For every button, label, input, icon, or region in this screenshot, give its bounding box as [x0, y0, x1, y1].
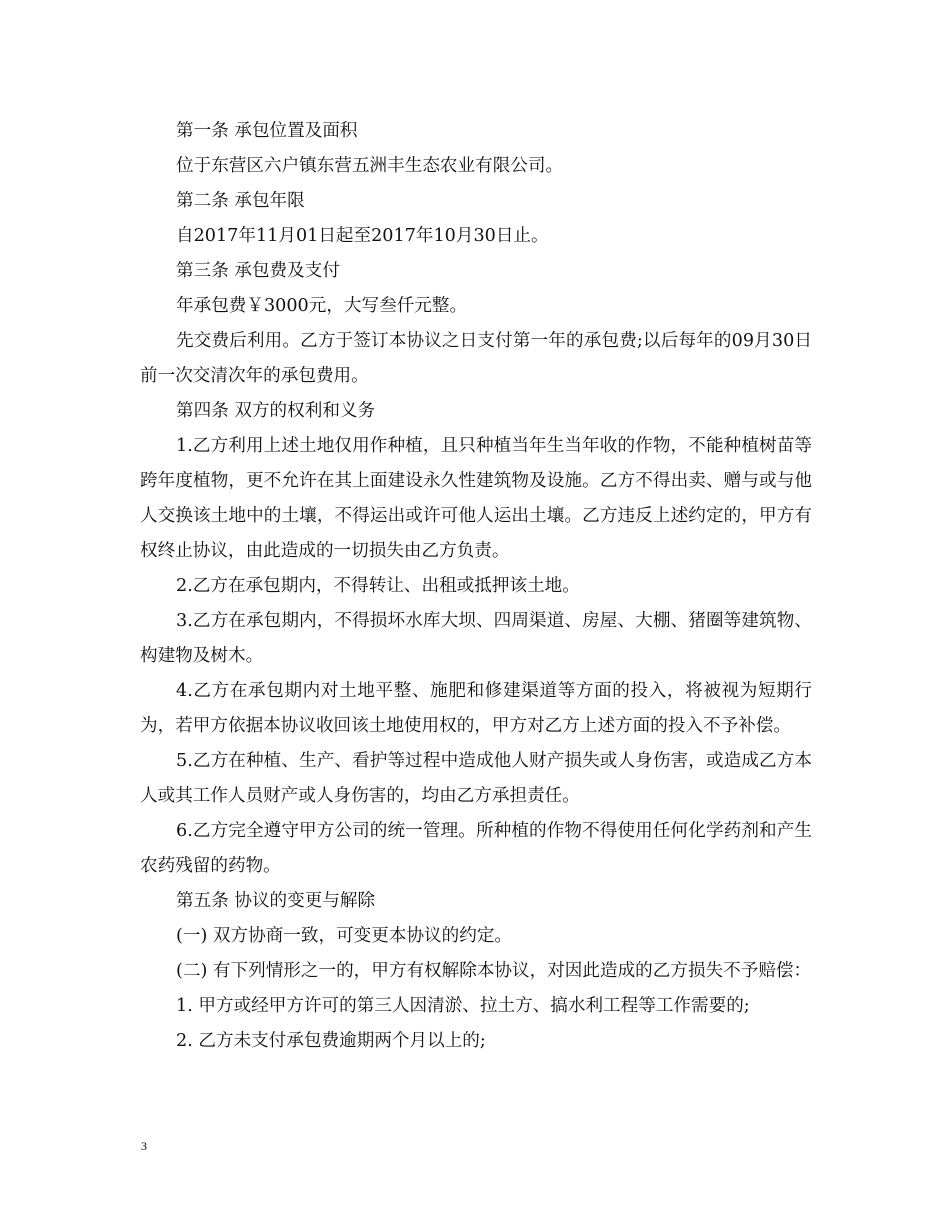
- article-3-fee: 年承包费￥3000元，大写叁仟元整。: [176, 296, 468, 316]
- article-5-clause-2-item-1: 1. 甲方或经甲方许可的第三人因清淤、拉土方、搞水利工程等工作需要的;: [176, 996, 750, 1016]
- article-4-heading: 第四条 双方的权利和义务: [176, 401, 376, 421]
- document-body: [140, 114, 812, 1059]
- article-2-heading: 第二条 承包年限: [176, 191, 305, 211]
- article-1-heading: 第一条 承包位置及面积: [176, 121, 358, 141]
- article-1-text: 位于东营区六户镇东营五洲丰生态农业有限公司。: [176, 156, 564, 176]
- article-5-clause-2: (二) 有下列情形之一的，甲方有权解除本协议，对因此造成的乙方损失不予赔偿：: [176, 961, 812, 981]
- page-number: 3: [141, 1139, 147, 1153]
- article-4-item-3: 3.乙方在承包期内，不得损坏水库大坝、四周渠道、房屋、大棚、猪圈等建筑物、构建物及树木。: [140, 611, 812, 666]
- article-4-item-4: 4.乙方在承包期内对土地平整、施肥和修建渠道等方面的投入，将被视为短期行为，若甲方依据本协议收回该土地使用权的，甲方对乙方上述方面的投入不予补偿。: [140, 681, 812, 736]
- article-5-heading: 第五条 协议的变更与解除: [176, 891, 376, 911]
- article-4-item-5: 5.乙方在种植、生产、看护等过程中造成他人财产损失或人身伤害，或造成乙方本人或其工作人员财产或人身伤害的，均由乙方承担责任。: [140, 751, 812, 806]
- article-4-item-2: 2.乙方在承包期内，不得转让、出租或抵押该土地。: [176, 576, 580, 596]
- article-3-heading: 第三条 承包费及支付: [176, 261, 340, 281]
- article-3-payment: 先交费后利用。乙方于签订本协议之日支付第一年的承包费;以后每年的09月30日前一次交清次年的承包费用。: [140, 331, 812, 386]
- article-5-clause-1: (一) 双方协商一致，可变更本协议的约定。: [176, 926, 513, 946]
- article-4-item-6: 6.乙方完全遵守甲方公司的统一管理。所种植的作物不得使用任何化学药剂和产生农药残留的药物。: [140, 821, 812, 876]
- article-5-clause-2-item-2: 2. 乙方未支付承包费逾期两个月以上的;: [176, 1031, 486, 1051]
- article-4-item-1: 1.乙方利用上述土地仅用作种植，且只种植当年生当年收的作物，不能种植树苗等跨年度植物，更不允许在其上面建设永久性建筑物及设施。乙方不得出卖、赠与或与他人交换该土地中的土壤，不得运出或许可他人运出土壤。乙方违反上述约定的，甲方有权终止协议，由此造成的一切损失由乙方负责。: [140, 436, 812, 561]
- article-2-text: 自2017年11月01日起至2017年10月30日止。: [176, 226, 549, 246]
